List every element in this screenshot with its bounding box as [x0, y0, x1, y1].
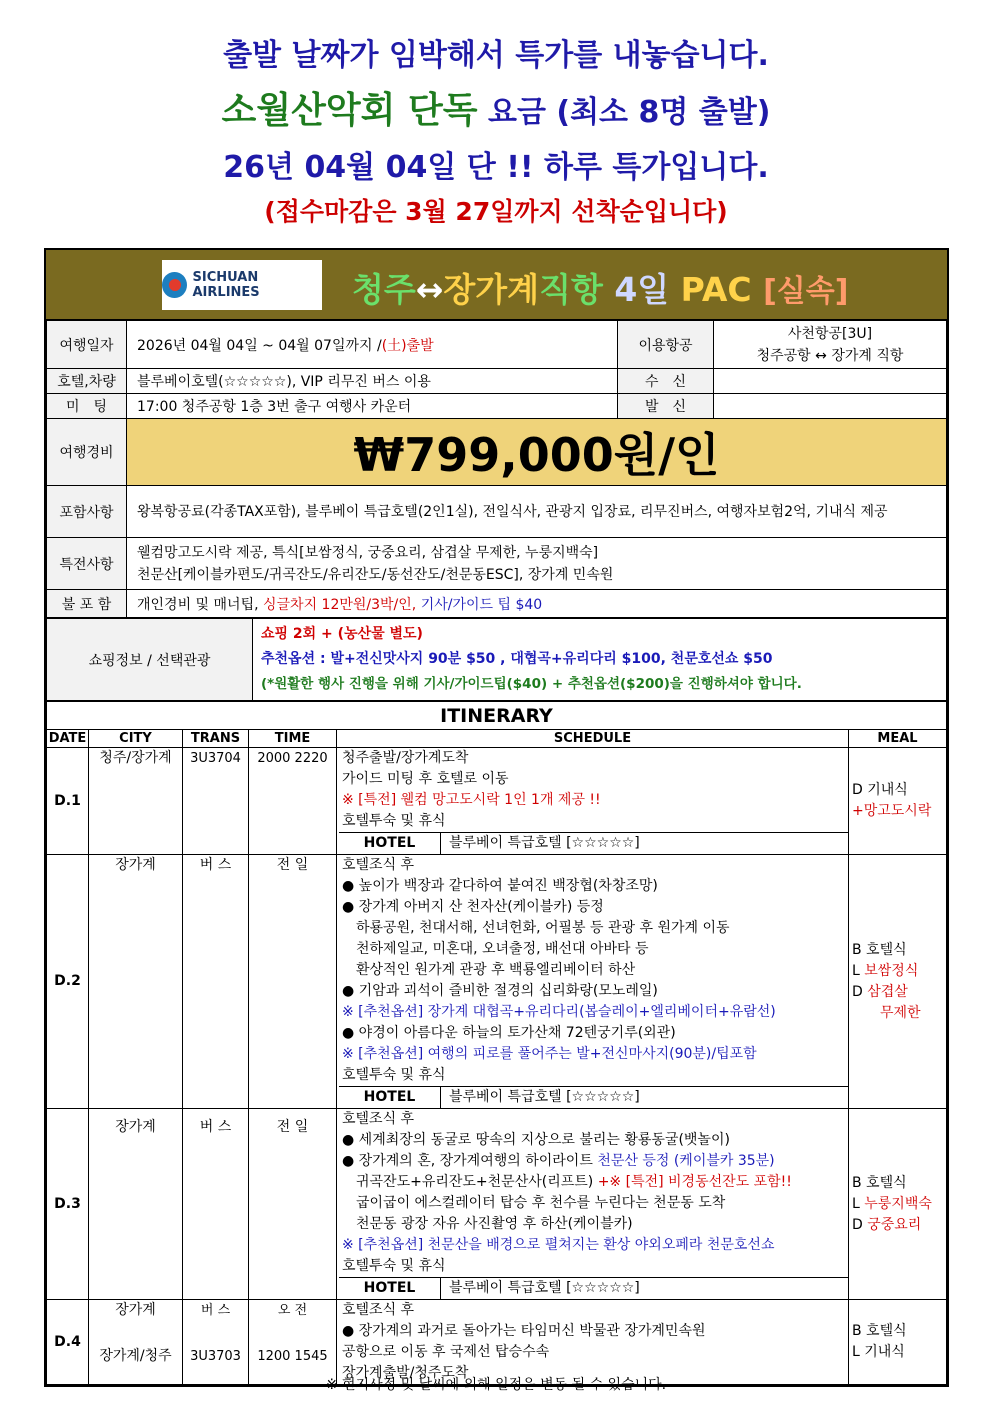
product-title [352, 264, 848, 311]
excluded-value [127, 590, 947, 618]
airline-logo-text: SICHUAN AIRLINES [192, 270, 260, 300]
day-trans [183, 1300, 249, 1385]
day-city [89, 1300, 183, 1385]
meal-line [852, 961, 943, 982]
headline-line1: 출발 날짜가 임박해서 특가를 내놓습니다. [223, 38, 769, 73]
day-time [249, 1300, 337, 1385]
club-name: 소월산악회 단독 [221, 90, 478, 131]
meal-line: D 기내식 [852, 782, 908, 798]
hotel-row [339, 832, 848, 854]
headline-line3: 26년 04월 04일 단 !! 하루 특가입니다. [223, 150, 769, 185]
special-value [127, 538, 947, 590]
hotel-row-name: 블루베이 특급호텔 [☆☆☆☆☆] [449, 1089, 640, 1105]
special-label: 특전사항 [47, 538, 127, 590]
day-meal [849, 1300, 947, 1385]
travel-date-dow: (土)출발 [381, 337, 434, 354]
day-label: D.2 [47, 855, 89, 1109]
airline-value [714, 321, 947, 369]
itinerary-title: ITINERARY [47, 702, 947, 730]
meal-name: 보쌈정식 [864, 962, 919, 979]
headline-line2 [0, 82, 992, 133]
schedule-line: 천하제일교, 미혼대, 오녀출정, 배선대 아바타 등 [356, 941, 649, 957]
recv-value [714, 369, 947, 394]
shopping-count: 쇼핑 2회 + (농산물 별도) [261, 626, 423, 642]
meal-line: L 기내식 [852, 1344, 905, 1360]
title-pac: PAC [680, 270, 764, 309]
airline-label: 이용항공 [618, 321, 714, 369]
day-schedule [337, 1109, 849, 1300]
day-time: 전 일 [249, 855, 337, 1109]
travel-date-value: 2026년 04월 04일 ~ 04월 07일까지 / [137, 337, 382, 354]
meal-line: 무제한 [880, 1004, 921, 1021]
itinerary-day-1 [47, 748, 947, 855]
schedule-line: ※ [추천옵션] 여행의 피로를 풀어주는 발+전신마사지(90분)/팁포함 [342, 1046, 757, 1062]
meal-prefix: D [852, 1216, 868, 1233]
airline-name: 사천항공[3U] [787, 325, 873, 342]
schedule-line: 호텔조식 후 [342, 1111, 415, 1127]
airline-logo-icon [162, 272, 187, 298]
day-schedule [337, 855, 849, 1109]
schedule-text: 귀곡잔도+유리잔도+천문산사(리프트) [356, 1174, 598, 1190]
schedule-line: 호텔조식 후 [342, 1302, 415, 1318]
day-schedule [337, 748, 849, 855]
col-city: CITY [89, 730, 183, 748]
meal-prefix: D [852, 983, 868, 1000]
schedule-line: 굽이굽이 에스컬레이터 탑승 후 천수를 누린다는 천문동 도착 [356, 1195, 726, 1211]
day-meal [849, 855, 947, 1109]
schedule-line: ※ [추천옵션] 장가계 대협곡+유리다리(봅슬레이+엘리베이터+유람선) [342, 1004, 776, 1020]
airline-route: 청주공항 ↔ 장가계 직항 [756, 347, 904, 364]
title-dest: 장가계 [443, 270, 540, 309]
schedule-highlight: +※ [특전] 비경동선잔도 포함!! [597, 1174, 792, 1190]
schedule-line: ※ [특전] 웰컴 망고도시락 1인 1개 제공 !! [342, 792, 601, 808]
schedule-line: 천문동 광장 자유 사진촬영 후 하산(케이블카) [356, 1216, 633, 1232]
schedule-line: 호텔투숙 및 휴식 [342, 1258, 446, 1274]
airline-logo [162, 260, 322, 310]
schedule-highlight: 천문산 등정 (케이블카 35분) [597, 1153, 775, 1169]
day-city: 청주/장가계 [89, 748, 183, 855]
title-arrow: ↔ [415, 270, 444, 309]
meeting-value: 17:00 청주공항 1층 3번 출구 여행사 카운터 [127, 394, 618, 419]
schedule-line: 호텔조식 후 [342, 857, 415, 873]
schedule-line [342, 1172, 845, 1193]
meal-line: B 호텔식 [852, 941, 907, 958]
hotel-row-label: HOTEL [339, 1087, 441, 1108]
itinerary-day-2 [47, 855, 947, 1109]
headline-line2-rest: 요금 (최소 8명 출발) [477, 95, 771, 130]
schedule-line: ● 높이가 백장과 같다하여 붙여진 백장협(차창조망) [342, 878, 658, 894]
schedule-line: ※ [추천옵션] 천문산을 배경으로 펼쳐지는 환상 야외오페라 천문호선쇼 [342, 1237, 775, 1253]
schedule-line: ● 기암과 괴석이 즐비한 절경의 십리화랑(모노레일) [342, 983, 658, 999]
title-origin: 청주 [352, 270, 416, 309]
meal-line: B 호텔식 [852, 1174, 907, 1191]
meal-prefix: L [852, 962, 865, 979]
product-banner [46, 250, 947, 320]
included-value: 왕복항공료(각종TAX포함), 블루베이 특급호텔(2인1실), 전일식사, 관광지 입장료, 리무진버스, 여행자보험2억, 기내식 제공 [127, 486, 947, 538]
hotel-row-name: 블루베이 특급호텔 [☆☆☆☆☆] [449, 1280, 640, 1296]
recv-label: 수 신 [618, 369, 714, 394]
hotel-row-name: 블루베이 특급호텔 [☆☆☆☆☆] [449, 835, 640, 851]
excluded-text: 개인경비 및 매너팁, [137, 596, 263, 613]
city-line: 장가계/청주 [99, 1348, 172, 1364]
schedule-line: 공항으로 이동 후 국제선 탑승수속 [342, 1344, 550, 1360]
shopping-label: 쇼핑정보 / 선택관광 [47, 619, 253, 701]
meal-line: B 호텔식 [852, 1323, 907, 1339]
col-trans: TRANS [183, 730, 249, 748]
day-time: 2000 2220 [249, 748, 337, 855]
meal-line [852, 1215, 943, 1236]
itinerary-table [46, 701, 947, 1385]
day-city: 장가계 [89, 855, 183, 1109]
time-line: 1200 1545 [257, 1349, 328, 1364]
itinerary-day-4 [47, 1300, 947, 1385]
city-line: 장가계 [115, 1302, 156, 1318]
meeting-label: 미 팅 [47, 394, 127, 419]
day-label: D.3 [47, 1109, 89, 1300]
send-value [714, 394, 947, 419]
footnote: ※ 현지사정 및 날씨에 의해 일정은 변동 될 수 있습니다. [325, 1377, 667, 1393]
meal-name: 삼겹살 [867, 983, 908, 1000]
schedule-line: ● 장가계 아버지 산 천자산(케이블카) 등정 [342, 899, 604, 915]
day-schedule [337, 1300, 849, 1385]
single-charge: 싱글차지 12만원/3박/인, [263, 596, 421, 613]
schedule-line: ● 세계최장의 동굴로 땅속의 지상으로 불리는 황룡동굴(뱃놀이) [342, 1132, 730, 1148]
meal-line: +망고도시락 [852, 803, 932, 819]
meal-line [852, 982, 943, 1003]
hotel-label: 호텔,차량 [47, 369, 127, 394]
day-trans: 3U3704 [183, 748, 249, 855]
schedule-text: ● 장가계의 혼, 장가계여행의 하이라이트 [342, 1153, 598, 1169]
day-trans: 버 스 [183, 855, 249, 1109]
schedule-line: 청주출발/장가계도착 [342, 750, 469, 766]
schedule-line: 호텔투숙 및 휴식 [342, 813, 446, 829]
title-direct: 직항 [539, 270, 603, 309]
options-notice: (*원활한 행사 진행을 위해 기사/가이드팁($40) + 추천옵션($200)을 진행하셔야 합니다. [261, 676, 802, 692]
send-label: 발 신 [618, 394, 714, 419]
info-table [46, 320, 947, 618]
price-label: 여행경비 [47, 419, 127, 486]
day-meal [849, 748, 947, 855]
schedule-line [342, 1151, 845, 1172]
meal-prefix: L [852, 1195, 865, 1212]
recommended-options: 추천옵션 : 발+전신맛사지 90분 $50 , 대협곡+유리다리 $100, 천문호선쇼 $50 [261, 651, 773, 667]
day-city: 장가계 [89, 1109, 183, 1300]
itinerary-day-3 [47, 1109, 947, 1300]
product-box [44, 248, 949, 1387]
hotel-value: 블루베이호텔(☆☆☆☆☆), VIP 리무진 버스 이용 [127, 369, 618, 394]
schedule-line: 호텔투숙 및 휴식 [342, 1067, 446, 1083]
hotel-row-label: HOTEL [339, 833, 441, 854]
schedule-line: ● 야경이 아름다운 하늘의 토가산채 72텐궁기루(외관) [342, 1025, 676, 1041]
day-trans: 버 스 [183, 1109, 249, 1300]
day-label: D.4 [47, 1300, 89, 1385]
guide-tip: 기사/가이드 팁 $40 [420, 596, 543, 613]
day-label: D.1 [47, 748, 89, 855]
trans-line: 3U3703 [190, 1349, 241, 1364]
schedule-line: 가이드 미팅 후 호텔로 이동 [342, 771, 509, 787]
price-value: ₩799,000원/인 [127, 419, 947, 486]
col-time: TIME [249, 730, 337, 748]
hotel-row [339, 1277, 848, 1299]
trans-line: 버 스 [200, 1303, 231, 1318]
col-date: DATE [47, 730, 89, 748]
time-line: 오 전 [277, 1303, 308, 1318]
excluded-label: 불 포 함 [47, 590, 127, 618]
travel-date [127, 321, 618, 369]
special-line2: 천문산[케이블카편도/귀곡잔도/유리잔도/동선잔도/천문동ESC], 장가계 민속원 [137, 566, 614, 583]
hotel-row [339, 1086, 848, 1108]
col-schedule: SCHEDULE [337, 730, 849, 748]
meal-line [852, 1194, 943, 1215]
title-days: 4일 [602, 270, 681, 309]
shopping-value [253, 619, 947, 701]
title-type: [실속] [763, 274, 849, 309]
schedule-line: 장가계출발/청주도착 [342, 1365, 469, 1381]
day-meal [849, 1109, 947, 1300]
headline-deadline: (접수마감은 3월 27일까지 선착순입니다) [264, 197, 728, 226]
hotel-row-label: HOTEL [339, 1278, 441, 1299]
included-label: 포함사항 [47, 486, 127, 538]
special-line1: 웰컴망고도시락 제공, 특식[보쌈정식, 궁중요리, 삼겹살 무제한, 누룽지백숙] [137, 544, 599, 561]
schedule-line: ● 장가계의 과거로 돌아가는 타임머신 박물관 장가계민속원 [342, 1323, 706, 1339]
schedule-line: 하룡공원, 천대서해, 선녀헌화, 어필봉 등 관광 후 원가계 이동 [356, 920, 730, 936]
shopping-table [46, 618, 947, 701]
meal-name: 궁중요리 [867, 1216, 922, 1233]
schedule-line: 환상적인 원가계 관광 후 백룡엘리베이터 하산 [356, 962, 636, 978]
meal-name: 누룽지백숙 [864, 1195, 932, 1212]
col-meal: MEAL [849, 730, 947, 748]
travel-date-label: 여행일자 [47, 321, 127, 369]
day-time: 전 일 [249, 1109, 337, 1300]
